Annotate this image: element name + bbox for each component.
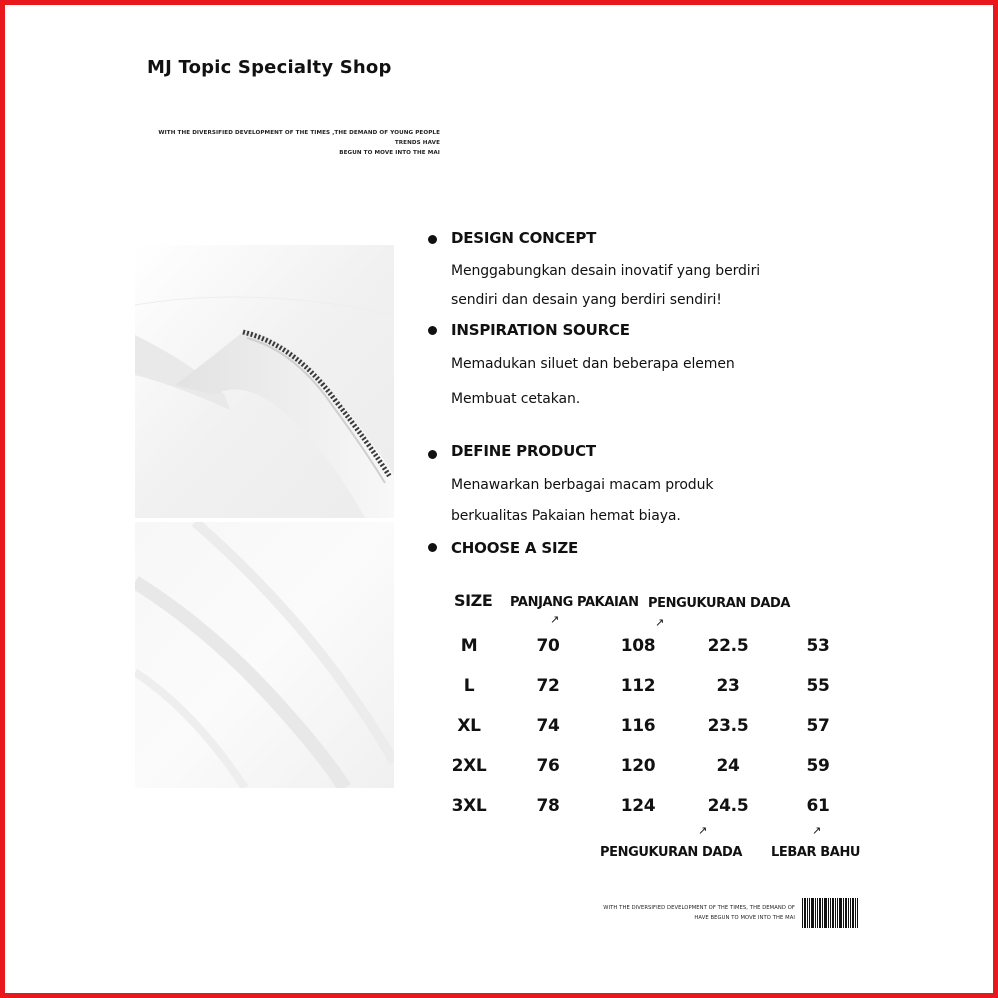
value-cell: 24.5 bbox=[707, 796, 749, 816]
size-cell: M bbox=[460, 636, 478, 656]
fabric-surface-photo bbox=[135, 522, 394, 788]
value-cell: 53 bbox=[806, 636, 830, 656]
size-cell: 2XL bbox=[451, 756, 487, 776]
section-heading-define-product: DEFINE PRODUCT bbox=[451, 442, 596, 460]
section-text-line: Menawarkan berbagai macam produk bbox=[451, 477, 714, 493]
value-cell: 112 bbox=[620, 676, 656, 696]
size-cell: 3XL bbox=[451, 796, 487, 816]
bullet-icon bbox=[428, 235, 437, 244]
chest-bottom-label: PENGUKURAN DADA bbox=[600, 845, 743, 860]
section-heading-choose-size: CHOOSE A SIZE bbox=[451, 539, 579, 557]
footer-tagline-line1: WITH THE DIVERSIFIED DEVELOPMENT OF THE TIMES, THE DEMAND OF bbox=[603, 905, 795, 911]
value-cell: 57 bbox=[806, 716, 830, 736]
value-cell: 22.5 bbox=[707, 636, 749, 656]
value-cell: 74 bbox=[536, 716, 560, 736]
bullet-icon bbox=[428, 543, 437, 552]
value-cell: 59 bbox=[806, 756, 830, 776]
value-cell: 55 bbox=[806, 676, 830, 696]
diagonal-arrow-icon: ↗ bbox=[655, 616, 665, 629]
section-heading-design-concept: DESIGN CONCEPT bbox=[451, 229, 597, 247]
value-cell: 78 bbox=[536, 796, 560, 816]
diagonal-arrow-icon: ↗ bbox=[812, 824, 822, 837]
value-cell: 116 bbox=[620, 716, 656, 736]
section-heading-inspiration-source: INSPIRATION SOURCE bbox=[451, 321, 630, 339]
barcode-icon bbox=[802, 898, 858, 932]
size-cell: L bbox=[463, 676, 475, 696]
bullet-icon bbox=[428, 326, 437, 335]
size-cell: XL bbox=[457, 716, 481, 736]
value-cell: 24 bbox=[716, 756, 740, 776]
value-cell: 70 bbox=[536, 636, 560, 656]
diagonal-arrow-icon: ↗ bbox=[698, 824, 708, 837]
value-cell: 61 bbox=[806, 796, 830, 816]
section-text-line: Memadukan siluet dan beberapa elemen bbox=[451, 356, 735, 372]
section-text-line: Menggabungkan desain inovatif yang berdiri bbox=[451, 263, 761, 279]
value-cell: 23 bbox=[716, 676, 740, 696]
fabric-collar-photo bbox=[135, 245, 394, 518]
size-column-header: SIZE bbox=[454, 591, 493, 610]
diagonal-arrow-icon: ↗ bbox=[550, 613, 560, 626]
shop-title: MJ Topic Specialty Shop bbox=[147, 57, 392, 78]
value-cell: 76 bbox=[536, 756, 560, 776]
section-text-line: Membuat cetakan. bbox=[451, 391, 581, 407]
footer-tagline bbox=[570, 903, 795, 923]
bullet-icon bbox=[428, 450, 437, 459]
value-cell: 124 bbox=[620, 796, 656, 816]
header-tagline-line1: WITH THE DIVERSIFIED DEVELOPMENT OF THE TIMES ,THE DEMAND OF YOUNG PEOPLE TRENDS HAVE bbox=[158, 130, 440, 146]
header-tagline-line2: BEGUN TO MOVE INTO THE MAI bbox=[339, 150, 440, 156]
length-column-header: PANJANG PAKAIAN bbox=[510, 595, 639, 610]
footer-tagline-line2: HAVE BEGUN TO MOVE INTO THE MAI bbox=[694, 915, 795, 921]
section-text-line: berkualitas Pakaian hemat biaya. bbox=[451, 508, 681, 524]
value-cell: 108 bbox=[620, 636, 656, 656]
section-text-line: sendiri dan desain yang berdiri sendiri! bbox=[451, 292, 722, 308]
value-cell: 72 bbox=[536, 676, 560, 696]
header-tagline bbox=[150, 128, 440, 158]
value-cell: 120 bbox=[620, 756, 656, 776]
value-cell: 23.5 bbox=[707, 716, 749, 736]
shoulder-bottom-label: LEBAR BAHU bbox=[771, 845, 861, 860]
chest-column-header: PENGUKURAN DADA bbox=[648, 596, 791, 611]
